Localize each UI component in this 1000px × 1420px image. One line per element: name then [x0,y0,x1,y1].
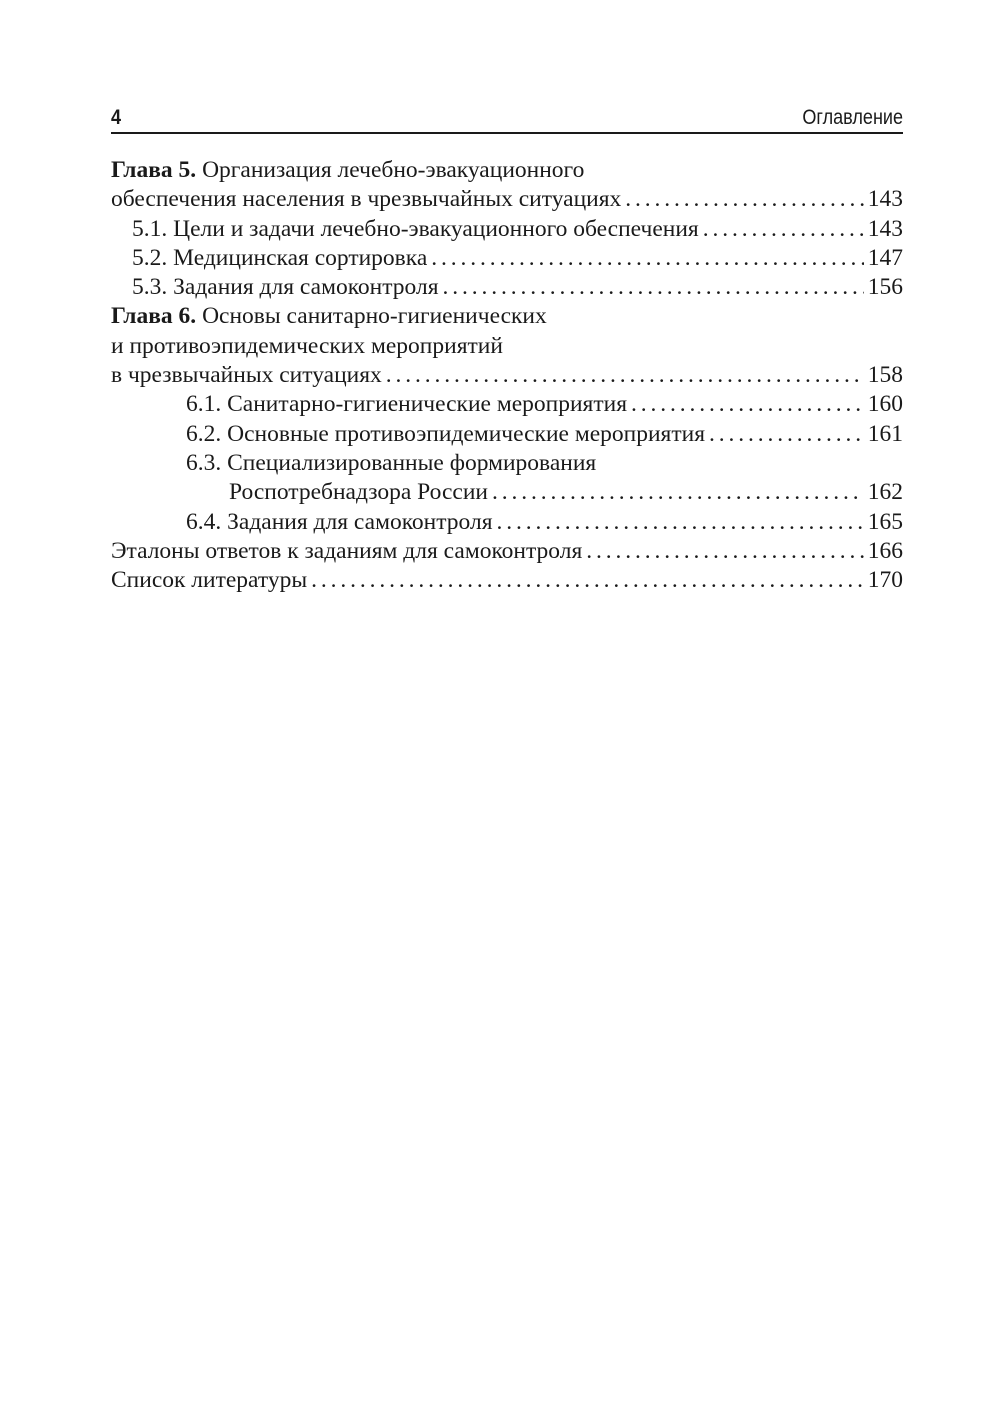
toc-entry[interactable] [111,508,903,537]
dot-leader [703,215,864,244]
chapter-title: и противоэпидемических мероприятий [111,332,503,359]
toc-entry-heading[interactable] [111,449,903,478]
dot-leader [625,185,863,214]
toc-entry[interactable] [111,361,903,390]
entry-page: 161 [867,420,903,447]
entry-title: 5.3. Задания для самоконтроля [132,274,439,301]
toc-chapter6-title-continued[interactable] [111,332,903,361]
entry-page: 143 [867,186,903,213]
toc-entry[interactable] [111,478,903,507]
chapter-label: Глава 6. [111,303,197,330]
entry-page: 162 [867,479,903,506]
entry-page: 156 [867,274,903,301]
header-rule [111,132,903,134]
dot-leader [443,273,864,302]
dot-leader [709,420,864,449]
dot-leader [586,537,863,566]
toc-entry[interactable] [111,420,903,449]
toc-entry[interactable] [111,244,903,273]
entry-title: 6.4. Задания для самоконтроля [186,508,493,535]
entry-title: 5.2. Медицинская сортировка [132,244,428,271]
chapter-title: Основы санитарно-гигиенических [202,303,547,330]
dot-leader [311,566,864,595]
toc-entry[interactable] [111,537,903,566]
entry-page: 170 [867,567,903,594]
entry-title: 6.2. Основные противоэпидемические мероприятия [186,420,706,447]
entry-title: обеспечения населения в чрезвычайных ситуациях [111,186,622,213]
entry-page: 143 [867,215,903,242]
entry-title: 5.1. Цели и задачи лечебно-эвакуационного обеспечения [132,215,699,242]
table-of-contents [111,156,903,595]
dot-leader [497,508,864,537]
page [111,96,903,595]
entry-page: 165 [867,508,903,535]
dot-leader [631,390,864,419]
toc-entry[interactable] [111,566,903,595]
running-head [111,96,903,130]
entry-page: 158 [867,362,903,389]
toc-chapter5-heading[interactable] [111,156,903,185]
entry-page: 160 [867,391,903,418]
dot-leader [492,478,864,507]
chapter-title: Организация лечебно-эвакуационного [202,157,585,183]
section-title: Оглавление [802,106,904,129]
dot-leader [386,361,864,390]
entry-title: Роспотребнадзора России [229,479,488,506]
entry-title: 6.3. Специализированные формирования [186,449,597,476]
chapter-label: Глава 5. [111,157,197,183]
page-number: 4 [111,106,122,129]
entry-title: 6.1. Санитарно-гигиенические мероприятия [186,391,628,418]
entry-title: в чрезвычайных ситуациях [111,362,382,389]
entry-title: Эталоны ответов к заданиям для самоконтроля [111,537,583,564]
toc-entry[interactable] [111,185,903,214]
toc-entry[interactable] [111,273,903,302]
entry-page: 166 [867,537,903,564]
toc-entry[interactable] [111,215,903,244]
toc-chapter6-heading[interactable] [111,302,903,331]
entry-page: 147 [867,244,903,271]
dot-leader [431,244,863,273]
entry-title: Список литературы [111,567,308,594]
toc-entry[interactable] [111,390,903,419]
